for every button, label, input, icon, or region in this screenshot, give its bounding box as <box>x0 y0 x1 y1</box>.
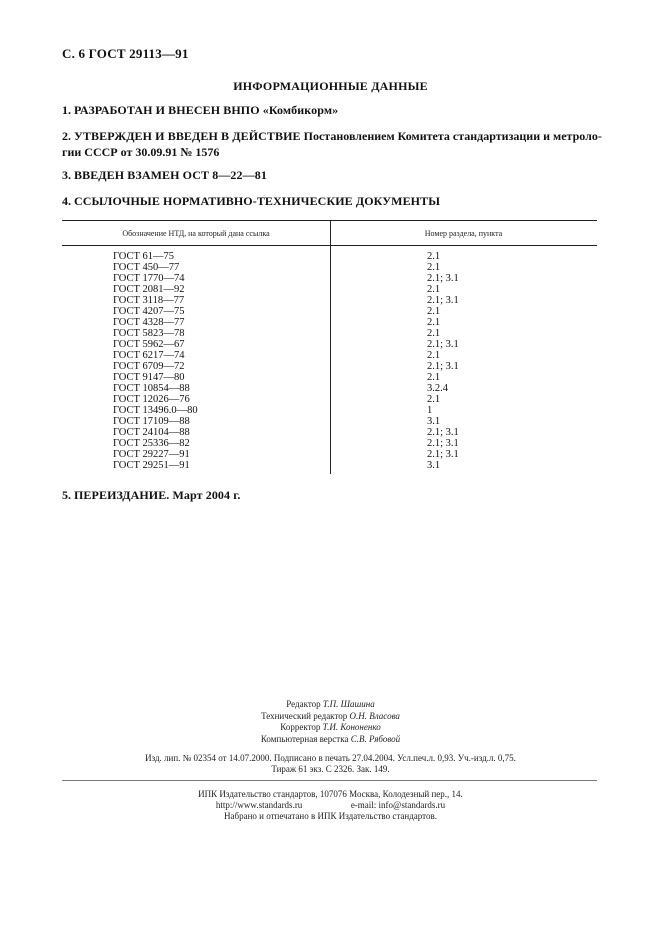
item-text: РАЗРАБОТАН И ВНЕСЕН ВНПО «Комбикорм» <box>74 103 339 117</box>
row-doc: ГОСТ 6217—74 <box>113 350 185 361</box>
table-row <box>62 460 597 471</box>
table-row <box>62 427 597 438</box>
table-row <box>62 251 597 262</box>
row-section: 2.1; 3.1 <box>427 295 459 306</box>
row-doc: ГОСТ 17109—88 <box>113 416 190 427</box>
table-row <box>62 405 597 416</box>
row-doc: ГОСТ 450—77 <box>113 262 180 273</box>
table-row <box>62 284 597 295</box>
email-link[interactable]: e-mail: info@standards.ru <box>350 800 446 810</box>
website-link[interactable]: http://www.standards.ru <box>215 800 303 810</box>
row-section: 2.1; 3.1 <box>427 273 459 284</box>
item-lead: УТВЕРЖДЕН И ВВЕДЕН В ДЕЙСТВИЕ <box>74 129 301 143</box>
row-section: 2.1 <box>427 317 441 328</box>
row-doc: ГОСТ 3118—77 <box>113 295 185 306</box>
row-doc: ГОСТ 5962—67 <box>113 339 185 350</box>
row-section: 3.1 <box>427 460 441 471</box>
row-doc: ГОСТ 12026—76 <box>113 394 190 405</box>
section-title: ИНФОРМАЦИОННЫЕ ДАННЫЕ <box>233 79 428 93</box>
row-doc: ГОСТ 29227—91 <box>113 449 190 460</box>
item-text-line1: Постановлением Комитета стандартизации и метроло- <box>303 129 602 143</box>
row-doc: ГОСТ 2081—92 <box>113 284 185 295</box>
row-section: 2.1; 3.1 <box>427 427 459 438</box>
item-text: ВВЕДЕН ВЗАМЕН ОСТ 8—22—81 <box>74 168 267 182</box>
row-section: 2.1; 3.1 <box>427 449 459 460</box>
row-section: 2.1 <box>427 251 441 262</box>
item-number: 3. <box>62 168 71 182</box>
publisher-contacts <box>0 800 661 811</box>
table-row <box>62 350 597 361</box>
credit-editor: Редактор Т.П. Шашина <box>286 699 375 709</box>
row-section: 1 <box>427 405 433 416</box>
row-doc: ГОСТ 9147—80 <box>113 372 185 383</box>
row-section: 3.1 <box>427 416 441 427</box>
row-section: 2.1 <box>427 394 441 405</box>
row-doc: ГОСТ 10854—88 <box>113 383 190 394</box>
row-doc: ГОСТ 4328—77 <box>113 317 185 328</box>
row-section: 2.1; 3.1 <box>427 339 459 350</box>
table-row <box>62 361 597 372</box>
row-doc: ГОСТ 25336—82 <box>113 438 190 449</box>
footer-divider <box>62 780 597 781</box>
publisher-print-note: Набрано и отпечатано в ИПК Издательство стандартов. <box>224 811 437 821</box>
row-section: 2.1 <box>427 306 441 317</box>
table-row <box>62 273 597 284</box>
info-item-5 <box>62 487 602 503</box>
info-item-4 <box>62 193 602 209</box>
table-row <box>62 328 597 339</box>
table-row <box>62 295 597 306</box>
row-doc: ГОСТ 24104—88 <box>113 427 190 438</box>
print-info-line2: Тираж 61 экз. С 2326. Зак. 149. <box>271 764 390 774</box>
row-doc: ГОСТ 13496.0—80 <box>113 405 198 416</box>
item-text: ССЫЛОЧНЫЕ НОРМАТИВНО-ТЕХНИЧЕСКИЕ ДОКУМЕНТЫ <box>74 194 441 208</box>
table-row <box>62 372 597 383</box>
row-section: 2.1 <box>427 372 441 383</box>
item-text: ПЕРЕИЗДАНИЕ. Март 2004 г. <box>74 488 241 502</box>
table-row <box>62 449 597 460</box>
table-row <box>62 394 597 405</box>
row-section: 2.1; 3.1 <box>427 438 459 449</box>
row-section: 2.1; 3.1 <box>427 361 459 372</box>
item-number: 4. <box>62 194 71 208</box>
table-row <box>62 438 597 449</box>
row-doc: ГОСТ 6709—72 <box>113 361 185 372</box>
row-doc: ГОСТ 1770—74 <box>113 273 185 284</box>
row-section: 2.1 <box>427 284 441 295</box>
credit-tech-editor: Технический редактор О.Н. Власова <box>261 710 400 721</box>
info-item-3 <box>62 167 602 183</box>
table-body <box>62 251 597 471</box>
row-doc: ГОСТ 4207—75 <box>113 306 185 317</box>
page-header: С. 6 ГОСТ 29113—91 <box>62 46 189 61</box>
table-row <box>62 306 597 317</box>
item-text-line2: гии СССР от 30.09.91 № 1576 <box>62 145 220 159</box>
table-header-doc: Обозначение НТД, на который дана ссылка <box>122 229 270 238</box>
info-item-2 <box>62 128 602 160</box>
table-row <box>62 416 597 427</box>
item-number: 5. <box>62 488 71 502</box>
row-section: 3.2.4 <box>427 383 448 394</box>
publisher-address: ИПК Издательство стандартов, 107076 Москва, Колодезный пер., 14. <box>198 789 463 799</box>
row-doc: ГОСТ 5823—78 <box>113 328 185 339</box>
print-info-line1: Изд. лип. № 02354 от 14.07.2000. Подписано в печать 27.04.2004. Усл.печ.л. 0,93. Уч.-изд.л. 0,75. <box>145 753 516 763</box>
row-section: 2.1 <box>427 262 441 273</box>
table-row <box>62 383 597 394</box>
row-doc: ГОСТ 29251—91 <box>113 460 190 471</box>
row-doc: ГОСТ 61—75 <box>113 251 175 262</box>
item-number: 2. <box>62 129 71 143</box>
info-item-1 <box>62 102 602 118</box>
row-section: 2.1 <box>427 350 441 361</box>
credit-corrector: Корректор Т.И. Кононенко <box>280 722 381 732</box>
table-row <box>62 339 597 350</box>
row-section: 2.1 <box>427 328 441 339</box>
item-number: 1. <box>62 103 71 117</box>
credit-layout: Компьютерная верстка С.В. Рябовой <box>260 733 401 744</box>
table-row <box>62 317 597 328</box>
table-header-section: Номер раздела, пункта <box>424 229 503 238</box>
table-row <box>62 262 597 273</box>
